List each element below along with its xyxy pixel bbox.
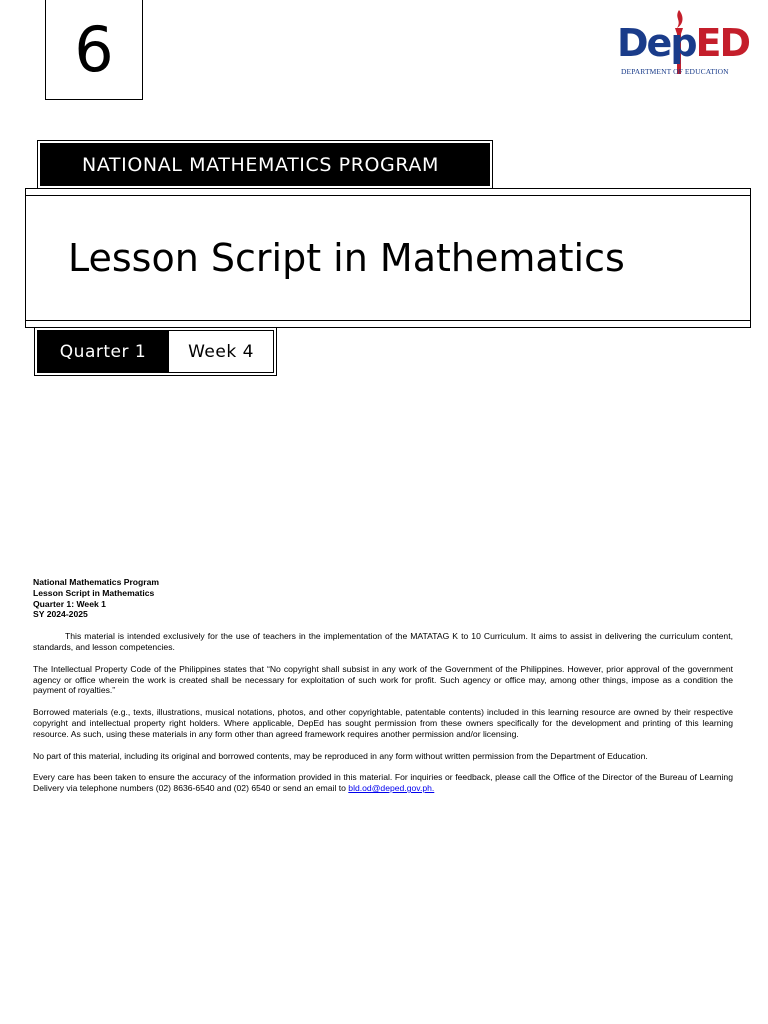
week-label: Week 4 (169, 330, 274, 373)
paragraph-ip-code: The Intellectual Property Code of the Philippines states that “No copyright shall subsist in any work of the Government of the Philippines. However, prior approval of the government agency or office wherein the work is created shall be necessary for exploitation of such work for profit. Such agency or office may, among other things, impose as a condition the payment of royalties.” (33, 663, 733, 696)
meta-line: National Mathematics Program (33, 577, 160, 587)
meta-line: SY 2024-2025 (33, 609, 88, 620)
meta-line: Lesson Script in Mathematics (33, 587, 155, 598)
grade-number: 6 (45, 0, 143, 100)
title-frame (25, 188, 751, 328)
paragraph-purpose: This material is intended exclusively for the use of teachers in the implementation of the MATATAG K to 10 Curriculum. It aims to assist in delivering the curriculum content, standards, and lesson competencies. (33, 631, 733, 652)
quarter-label: Quarter 1 (37, 330, 169, 373)
program-banner (37, 140, 493, 189)
paragraph-contact (33, 772, 733, 794)
contact-text: Every care has been taken to ensure the accuracy of the information provided in this material. For inquiries or feedback, please call the Office of the Director of the Bureau of Learning Delivery via telephone numbers (02) 8636-6540 and (02) 6540 or send an email to (33, 772, 733, 794)
logo-subtitle: DEPARTMENT OF EDUCATION (621, 67, 729, 76)
paragraph-borrowed: Borrowed materials (e.g., texts, illustrations, musical notations, photos, and other copyrightable, patentable contents) included in this learning resource are owned by their respective copyright and intellectual property right holders. Where applicable, DepEd has sought permission from these owners specifically for the development and printing of this learning resource. As such, using these materials in any form other than agreed framework requires another permission and/or licensing. (33, 707, 733, 739)
colophon-meta (33, 577, 733, 620)
meta-line: Quarter 1: Week 1 (33, 598, 106, 609)
period-box (34, 327, 277, 376)
paragraph-reproduction: No part of this material, including its original and borrowed contents, may be reproduced in any form without written permission from the Department of Education. (33, 750, 648, 761)
deped-logo (617, 8, 753, 80)
logo-wordmark: DepED (617, 21, 750, 65)
colophon (33, 577, 733, 805)
document-title: Lesson Script in Mathematics (26, 195, 750, 321)
contact-email-link[interactable]: bld.od@deped.gov.ph. (348, 783, 435, 794)
program-name: NATIONAL MATHEMATICS PROGRAM (40, 143, 490, 186)
